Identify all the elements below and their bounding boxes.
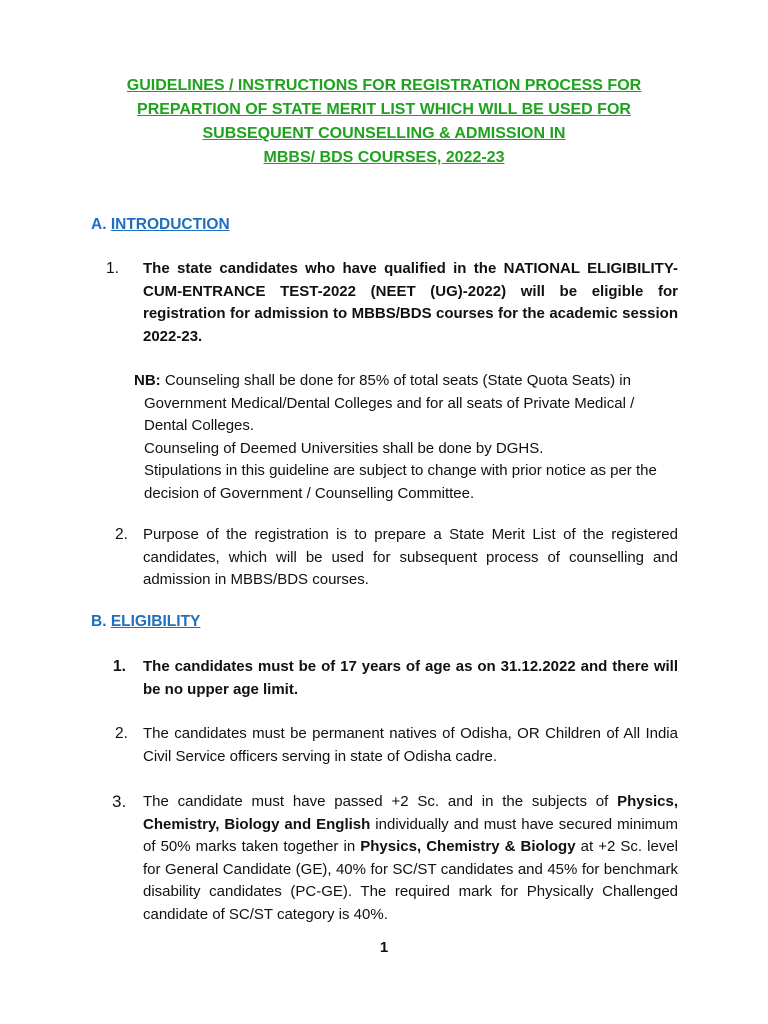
eligibility-item-1-number: 1. (113, 658, 126, 675)
section-a-title: INTRODUCTION (110, 216, 230, 233)
intro-item-2-number: 2. (115, 526, 128, 543)
eligibility-item-2-number: 2. (115, 725, 128, 742)
title-line-4: MBBS/ BDS COURSES, 2022-23 (263, 149, 505, 166)
eligibility-item-3-subjects: Physics, Chemistry, Biology and English (143, 793, 678, 833)
eligibility-item-3-text (143, 791, 678, 926)
section-b-letter: B. (91, 613, 107, 630)
nb-label: NB: (134, 372, 161, 389)
section-a-letter: A. (91, 216, 107, 233)
intro-item-1-text: The state candidates who have qualified in the NATIONAL ELIGIBILITY-CUM-ENTRANCE TEST-2022 (NEET (UG)-2022) will be eligible for registration for admission to MBBS/BDS courses for the academic session 2022-23. (143, 260, 678, 345)
eligibility-item-3-number: 3. (112, 792, 127, 811)
nb-paragraph-1 (134, 370, 680, 438)
title-line-1: GUIDELINES / INSTRUCTIONS FOR REGISTRATION PROCESS FOR (126, 77, 642, 94)
title-line-3: SUBSEQUENT COUNSELLING & ADMISSION IN (202, 125, 566, 142)
eligibility-item-3-text-a: The candidate must have passed +2 Sc. and in the subjects of (143, 793, 618, 810)
section-b-heading (91, 611, 200, 634)
nb-text-1: Counseling shall be done for 85% of total seats (State Quota Seats) in Government Medical/Dental Colleges and for all seats of Private Medical / Dental Colleges. (144, 372, 635, 434)
eligibility-item-1-text: The candidates must be of 17 years of age as on 31.12.2022 and there will be no upper age limit. (143, 658, 678, 698)
document-title (90, 74, 678, 170)
page-number: 1 (379, 939, 389, 956)
nb-note (134, 370, 680, 505)
eligibility-item-2-text: The candidates must be permanent natives of Odisha, OR Children of All India Civil Service officers serving in state of Odisha cadre. (143, 725, 678, 765)
intro-item-2-text: Purpose of the registration is to prepare a State Merit List of the registered candidates, which will be used for subsequent process of counselling and admission in MBBS/BDS courses. (143, 526, 678, 588)
eligibility-item-3-text-c: at +2 Sc. level for General Candidate (GE), 40% for SC/ST candidates and 45% for benchmark disability candidates (PC-GE). The required mark for Physically Challenged candidate of SC/ST category is 40%. (143, 838, 678, 923)
section-b-title: ELIGIBILITY (110, 613, 201, 630)
nb-paragraph-2: Counseling of Deemed Universities shall be done by DGHS. (144, 439, 544, 457)
eligibility-item-3-text-b: individually and must have secured minimum of 50% marks taken together in (143, 815, 678, 855)
section-a-heading (91, 214, 230, 237)
eligibility-item-3-core-subjects: Physics, Chemistry & Biology (360, 838, 576, 855)
nb-paragraph-3: Stipulations in this guideline are subject to change with prior notice as per the decision of Government / Counselling Committee. (144, 462, 657, 502)
intro-item-1-number: 1. (106, 260, 119, 277)
title-line-2: PREPARTION OF STATE MERIT LIST WHICH WILL BE USED FOR (137, 101, 631, 118)
